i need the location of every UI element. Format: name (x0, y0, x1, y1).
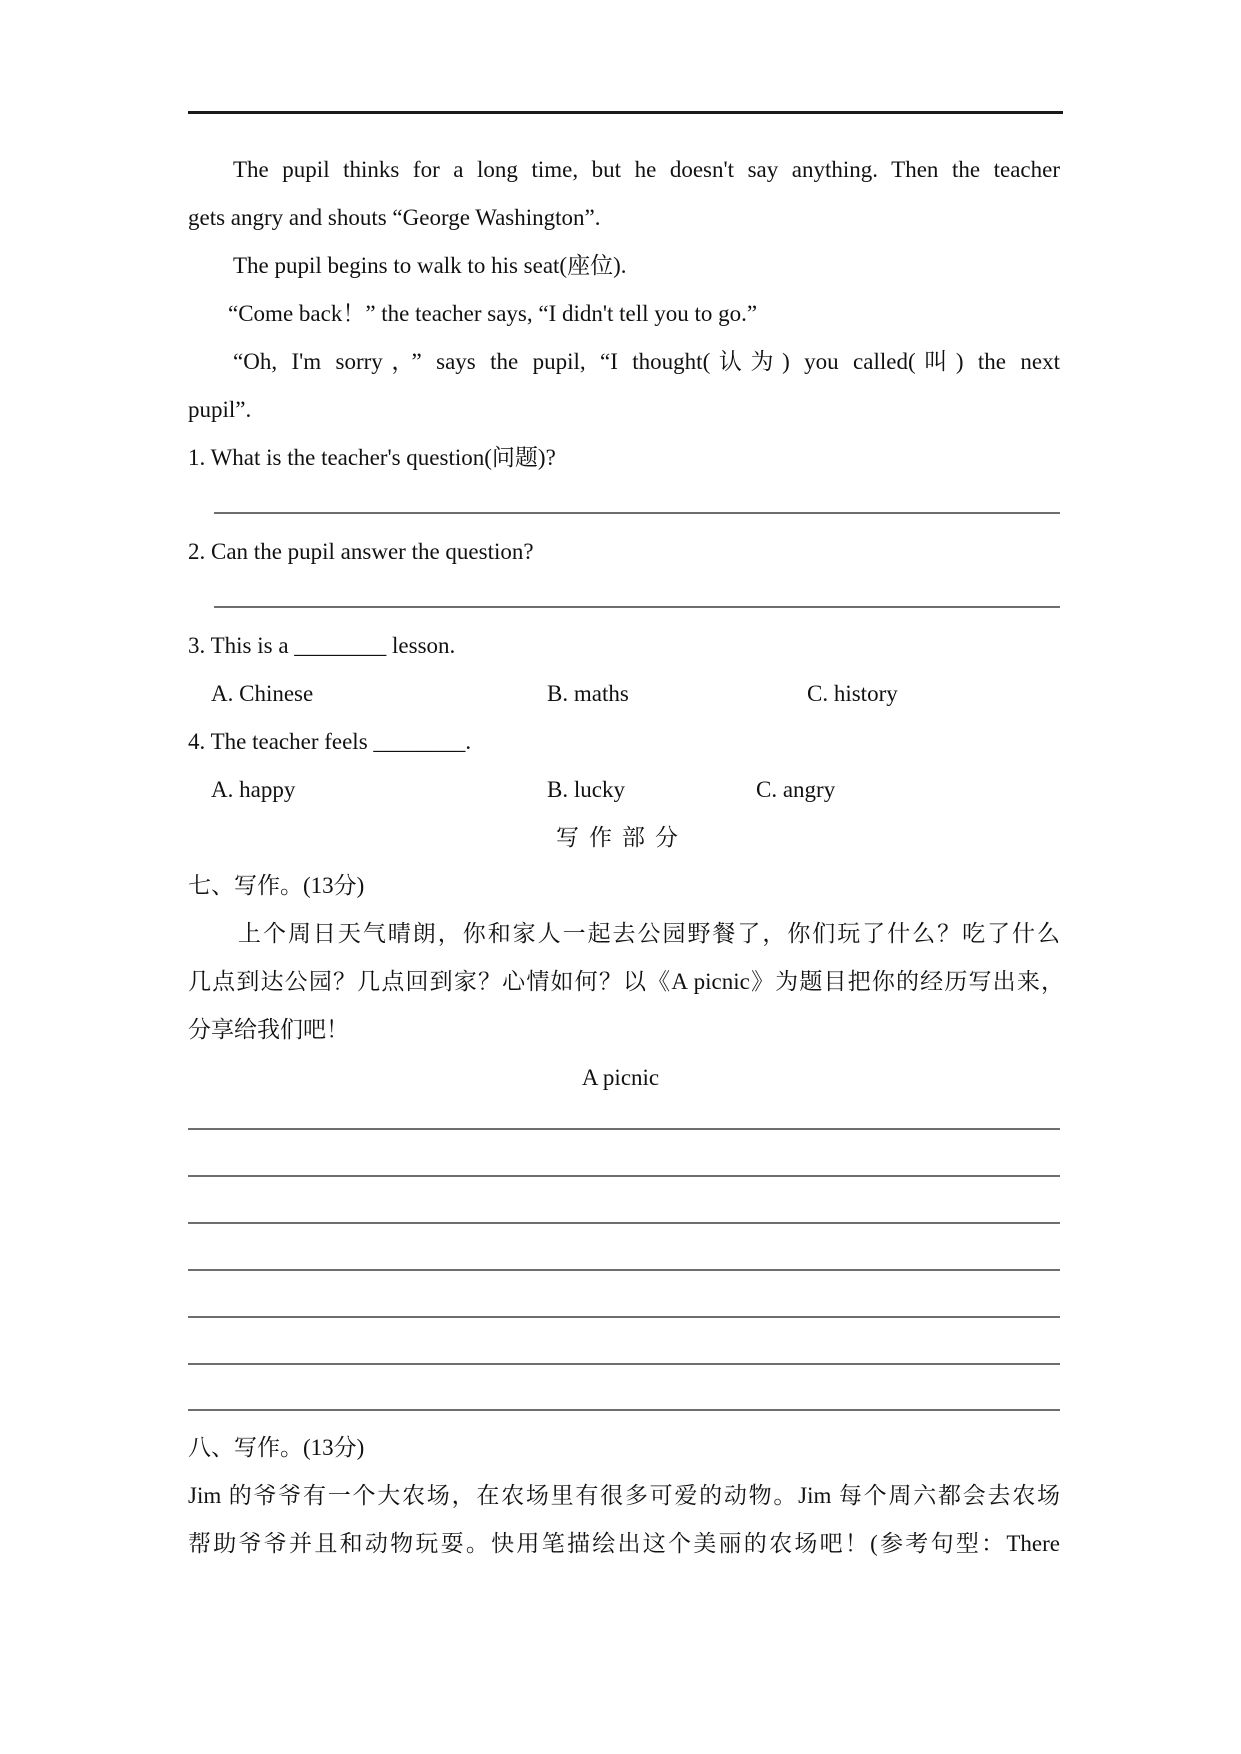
question-3-option-c[interactable]: C. history (807, 681, 898, 706)
question-8-prompt-line-2: 帮助爷爷并且和动物玩耍。快用笔描绘出这个美丽的农场吧！(参考句型：There (188, 1531, 1060, 1556)
writing-line[interactable] (188, 1128, 1060, 1130)
writing-line[interactable] (188, 1175, 1060, 1177)
passage-paragraph-1-line-1: The pupil thinks for a long time, but he doesn't say anything. Then the teacher (233, 157, 1060, 182)
question-2: 2. Can the pupil answer the question? (188, 539, 534, 564)
question-7-prompt-line-1: 上个周日天气晴朗，你和家人一起去公园野餐了，你们玩了什么？吃了什么 (238, 921, 1060, 946)
question-3: 3. This is a ________ lesson. (188, 633, 456, 658)
question-3-option-b[interactable]: B. maths (547, 681, 629, 706)
writing-line[interactable] (188, 1409, 1060, 1411)
question-8-prompt-line-1: Jim 的爷爷有一个大农场，在农场里有很多可爱的动物。Jim 每个周六都会去农场 (188, 1483, 1060, 1508)
answer-line-question-2[interactable] (214, 606, 1060, 608)
writing-line[interactable] (188, 1316, 1060, 1318)
question-8-title: 八、写作。(13分) (188, 1435, 365, 1460)
question-3-option-a[interactable]: A. Chinese (211, 681, 314, 706)
header-rule (188, 111, 1063, 114)
question-4-option-a[interactable]: A. happy (211, 777, 296, 802)
passage-paragraph-3: “Come back！” the teacher says, “I didn't tell you to go.” (228, 301, 758, 326)
passage-paragraph-1-line-2: gets angry and shouts “George Washington”. (188, 205, 601, 230)
writing-line[interactable] (188, 1269, 1060, 1271)
writing-section-heading: 写作部分 (556, 825, 688, 850)
answer-line-question-1[interactable] (214, 512, 1060, 514)
question-1: 1. What is the teacher's question(问题)? (188, 445, 556, 470)
passage-paragraph-4-line-1: “Oh, I'm sorry，” says the pupil, “I thought(认为) you called(叫) the next (233, 349, 1060, 374)
question-7-prompt-line-3: 分享给我们吧！ (188, 1017, 349, 1042)
passage-paragraph-2: The pupil begins to walk to his seat(座位). (233, 253, 627, 278)
writing-line[interactable] (188, 1363, 1060, 1365)
writing-line[interactable] (188, 1222, 1060, 1224)
passage-paragraph-4-line-2: pupil”. (188, 397, 252, 422)
question-4: 4. The teacher feels ________. (188, 729, 472, 754)
essay-title: A picnic (581, 1065, 660, 1090)
question-4-option-b[interactable]: B. lucky (547, 777, 625, 802)
question-7-title: 七、写作。(13分) (188, 873, 365, 898)
question-4-option-c[interactable]: C. angry (756, 777, 836, 802)
question-7-prompt-line-2: 几点到达公园？几点回到家？心情如何？以《A picnic》为题目把你的经历写出来， (188, 969, 1064, 994)
